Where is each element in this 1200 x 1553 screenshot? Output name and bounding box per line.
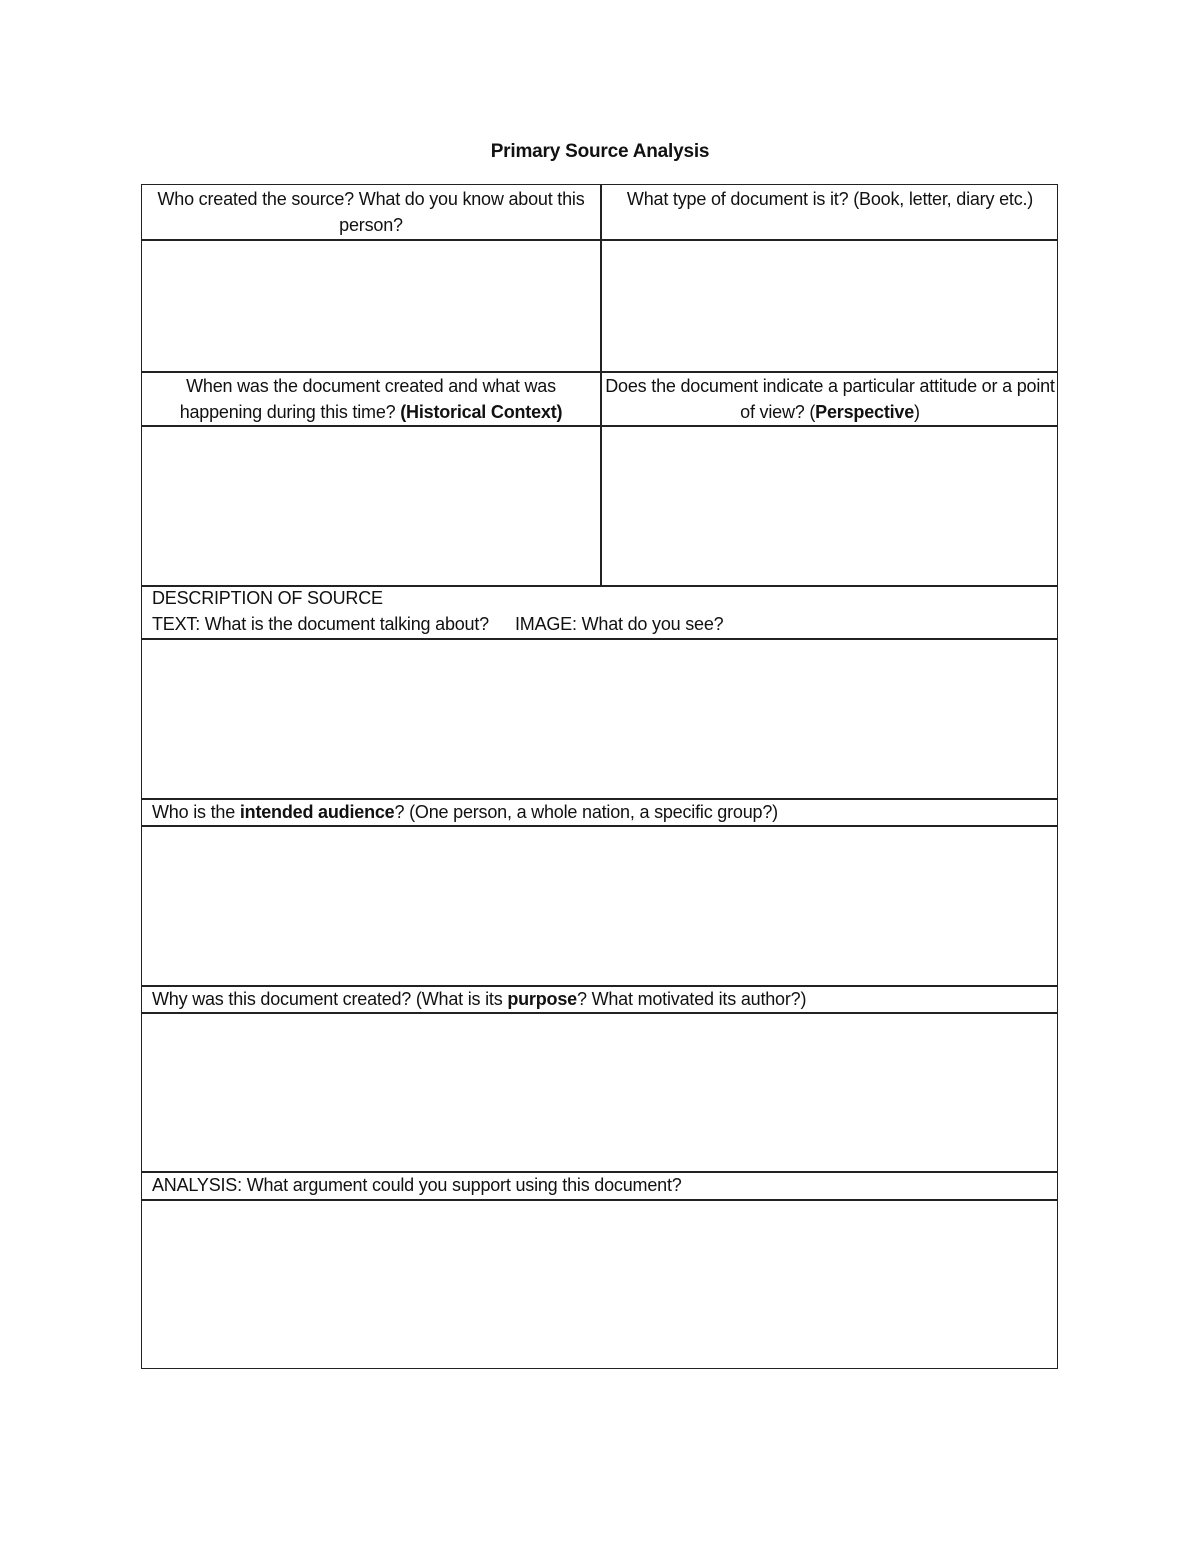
creator-question: Who created the source? What do you know about this person? bbox=[157, 189, 585, 235]
historical-context-question-text: When was the document created and what was happening during this time? bbox=[179, 376, 556, 422]
purpose-question bbox=[152, 986, 1042, 1012]
audience-label: intended audience bbox=[239, 802, 395, 822]
audience-question-end: ? (One person, a whole nation, a specific group?) bbox=[394, 802, 778, 822]
perspective-question bbox=[604, 373, 1056, 425]
purpose-question-end: ? What motivated its author?) bbox=[576, 989, 807, 1009]
description-image-prompt: IMAGE: What do you see? bbox=[514, 614, 724, 634]
document-type-answer-box[interactable] bbox=[602, 241, 1057, 370]
description-answer-box[interactable] bbox=[142, 640, 1057, 797]
analysis-answer-box[interactable] bbox=[142, 1201, 1057, 1367]
audience-question-text: Who is the bbox=[152, 802, 236, 822]
historical-context-answer-box[interactable] bbox=[142, 427, 599, 584]
analysis-question: ANALYSIS: What argument could you support using this document? bbox=[152, 1175, 682, 1195]
description-text-prompt: TEXT: What is the document talking about? bbox=[152, 614, 489, 634]
audience-answer-box[interactable] bbox=[142, 827, 1057, 984]
creator-answer-box[interactable] bbox=[142, 241, 599, 370]
perspective-question-text: Does the document indicate a particular attitude or a point of view? ( bbox=[605, 376, 1055, 422]
document-type-question: What type of document is it? (Book, letter, diary etc.) bbox=[626, 189, 1034, 209]
page-title: Primary Source Analysis bbox=[490, 141, 710, 162]
description-prompts bbox=[152, 612, 1042, 637]
purpose-answer-box[interactable] bbox=[142, 1014, 1057, 1170]
purpose-question-text: Why was this document created? (What is its bbox=[152, 989, 503, 1009]
historical-context-label: (Historical Context) bbox=[400, 402, 563, 422]
perspective-answer-box[interactable] bbox=[602, 427, 1057, 584]
historical-context-question bbox=[152, 373, 590, 425]
description-heading: DESCRIPTION OF SOURCE bbox=[152, 588, 383, 608]
perspective-label: Perspective bbox=[815, 402, 915, 422]
analysis-form-table bbox=[141, 184, 1058, 1369]
perspective-question-end: ) bbox=[914, 402, 920, 422]
purpose-label: purpose bbox=[507, 989, 577, 1009]
audience-question bbox=[152, 799, 1042, 825]
